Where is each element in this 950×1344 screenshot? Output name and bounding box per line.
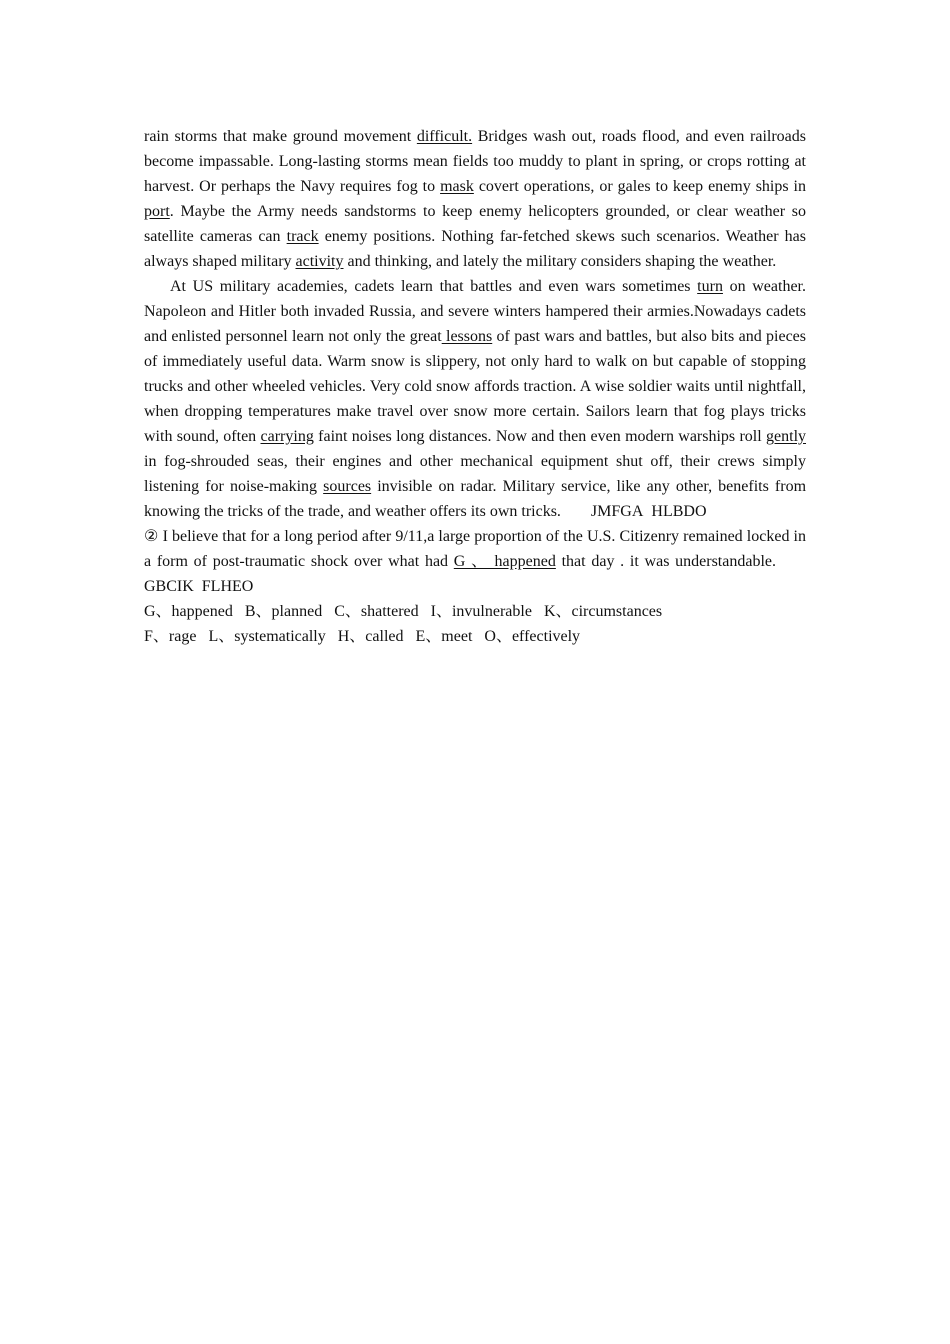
options-row-2 <box>144 624 806 649</box>
answer-key-2: HLBDO <box>651 503 707 520</box>
option-item: E、meet <box>415 628 473 645</box>
text-run: in fog-shrouded seas, their engines and other mechanical equipment shut off, their crews simply listening for noise-making <box>144 453 806 495</box>
text-run: covert operations, or gales to keep enemy ships in <box>473 178 807 195</box>
text-run: invisible on radar. Military service, like any other, benefits from knowing the tricks of the trade, and weather offers its own tricks. <box>144 478 807 520</box>
text-run: Bridges wash out, roads flood, and even railroads become impassable. Long-lasting storms mean fields too muddy to plant in spring, or crops rotting at harvest. Or perhaps the Navy requires fog to <box>144 128 806 195</box>
underlined-word-port: port <box>144 203 170 220</box>
paragraph-question-2 <box>144 524 806 599</box>
text-run: At US military academies, cadets learn that battles and even wars sometimes <box>170 278 698 295</box>
text-run: enemy positions. Nothing far-fetched skews such scenarios. Weather has always shaped military <box>144 228 806 270</box>
text-run: rain storms that make ground movement <box>144 128 417 145</box>
text-run: that day . it was understandable. <box>555 553 777 570</box>
option-item: G、happened <box>144 603 233 620</box>
underlined-word-activity: activity <box>295 253 344 270</box>
underlined-answer-happened: G 、 happened <box>453 553 556 570</box>
text-run: faint noises long distances. Now and then even modern warships roll <box>313 428 767 445</box>
underlined-word-mask: mask <box>440 178 474 195</box>
underlined-word-gently: gently <box>766 428 807 445</box>
circled-number-marker: ② <box>144 528 159 545</box>
text-run: of past wars and battles, but also bits and pieces of immediately useful data. Warm snow is slippery, not only hard to walk on but capable of stopping trucks and other wheeled vehicles. Very cold snow affords traction. A wise soldier waits until nightfall, when dropping temperatures make travel over snow more certain. Sailors learn that fog plays tricks with sound, often <box>144 328 806 445</box>
answer-key-1: JMFGA <box>590 503 644 520</box>
options-row-1 <box>144 599 806 624</box>
underlined-word-carrying: carrying <box>260 428 314 445</box>
text-run: on weather. Napoleon and Hitler both invaded Russia, and severe winters hampered their armies.Nowadays cadets and enlisted personnel learn not only the great <box>144 278 806 345</box>
option-item: L、systematically <box>208 628 326 645</box>
document-body <box>144 124 806 649</box>
underlined-word-sources: sources <box>323 478 372 495</box>
option-item: H、called <box>337 628 404 645</box>
underlined-word-track: track <box>286 228 319 245</box>
paragraph-weather-operations <box>144 124 806 274</box>
text-run: and thinking, and lately the military considers shaping the weather. <box>343 253 777 270</box>
answer-key-2: FLHEO <box>201 578 254 595</box>
option-item: O、effectively <box>484 628 581 645</box>
paragraph-military-academies <box>144 274 806 524</box>
option-item: I、invulnerable <box>430 603 532 620</box>
underlined-word-difficult: difficult. <box>416 128 473 145</box>
option-item: K、circumstances <box>543 603 663 620</box>
option-item: B、planned <box>244 603 323 620</box>
text-run: . Maybe the Army needs sandstorms to keep enemy helicopters grounded, or clear weather so satellite cameras can <box>144 203 806 245</box>
underlined-word-lessons: lessons <box>441 328 493 345</box>
option-item: C、shattered <box>334 603 419 620</box>
text-run: I believe that for a long period after 9/11,a large proportion of the U.S. Citizenry remained locked in a form of post-traumatic shock over what had <box>144 528 806 570</box>
answer-key-1: GBCIK <box>144 578 194 595</box>
underlined-word-turn: turn <box>697 278 723 295</box>
option-item: F、rage <box>144 628 197 645</box>
